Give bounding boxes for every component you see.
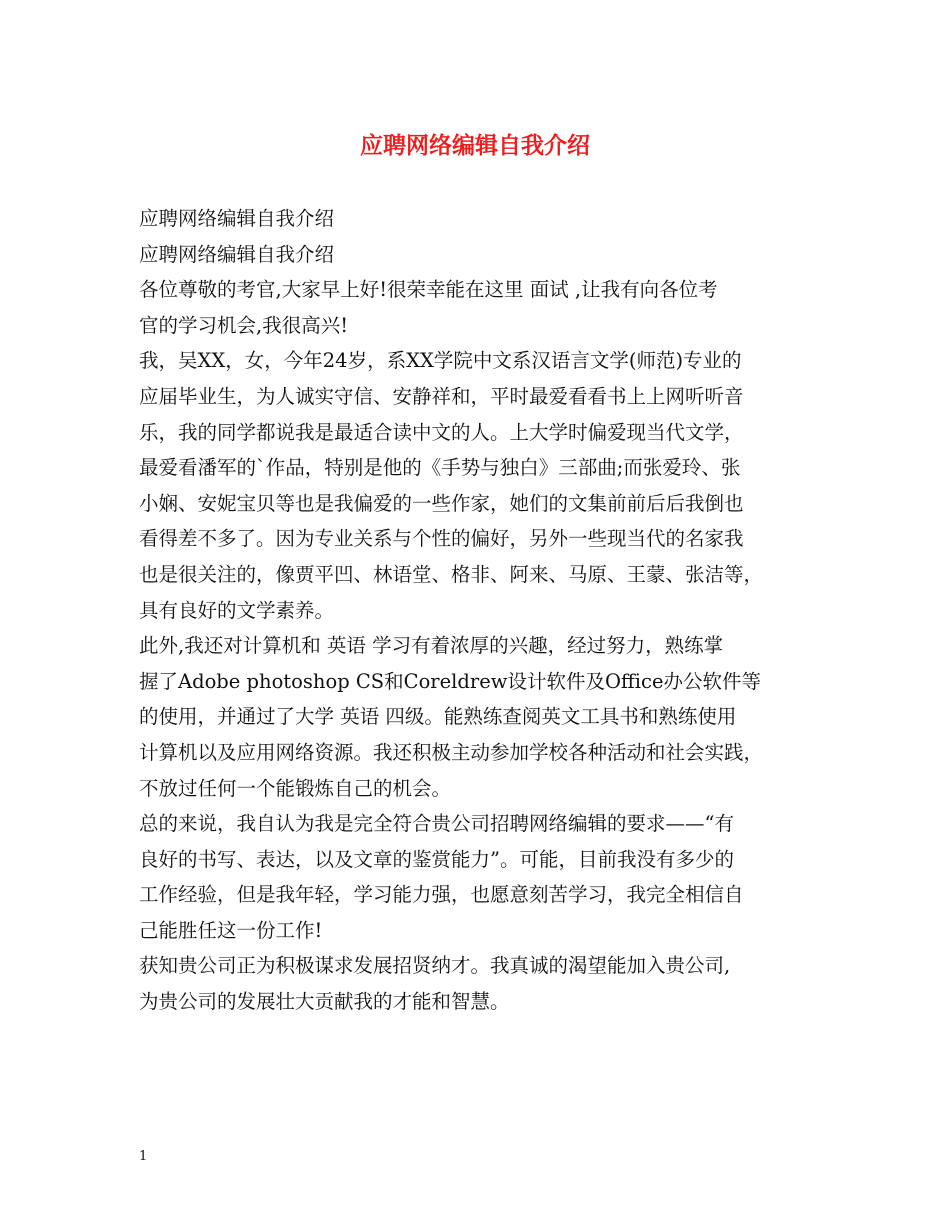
body-line: 看得差不多了。因为专业关系与个性的偏好，另外一些现当代的名家我 [139, 527, 744, 551]
body-line: 此外,我还对计算机和 英语 学习有着浓厚的兴趣，经过努力，熟练掌 [139, 634, 724, 658]
body-line: 具有良好的文学素养。 [139, 598, 335, 622]
body-line: 获知贵公司正为积极谋求发展招贤纳才。我真诚的渴望能加入贵公司, [139, 954, 731, 978]
body-line: 我，吴XX，女，今年24岁，系XX学院中文系汉语言文学(师范)专业的 [139, 349, 742, 373]
body-line: 计算机以及应用网络资源。我还积极主动参加学校各种活动和社会实践， [139, 740, 764, 764]
document-title: 应聘网络编辑自我介绍 [360, 132, 590, 159]
body-line: 应届毕业生，为人诚实守信、安静祥和，平时最爱看看书上上网听听音 [139, 384, 744, 408]
body-line: 乐，我的同学都说我是最适合读中文的人。上大学时偏爱现当代文学， [139, 420, 744, 444]
body-line: 各位尊敬的考官,大家早上好!很荣幸能在这里 面试 ,让我有向各位考 [139, 278, 718, 302]
body-line: 为贵公司的发展壮大贡献我的才能和智慧。 [139, 990, 510, 1014]
body-line: 最爱看潘军的`作品，特别是他的《手势与独白》三部曲;而张爱玲、张 [139, 456, 741, 480]
body-line: 官的学习机会,我很高兴! [139, 313, 349, 337]
body-line: 握了Adobe photoshop CS和Coreldrew设计软件及Office办公软件等 [139, 669, 761, 693]
body-line: 也是很关注的，像贾平凹、林语堂、格非、阿来、马原、王蒙、张洁等， [139, 562, 764, 586]
body-line: 应聘网络编辑自我介绍 [139, 242, 335, 266]
body-line: 良好的书写、表达，以及文章的鉴赏能力”。可能，目前我没有多少的 [139, 847, 734, 871]
page-number: 1 [139, 1149, 148, 1164]
document-body [139, 201, 829, 1020]
body-line: 总的来说，我自认为我是完全符合贵公司招聘网络编辑的要求——“有 [139, 812, 734, 836]
body-line: 的使用，并通过了大学 英语 四级。能熟练查阅英文工具书和熟练使用 [139, 705, 737, 729]
body-line: 应聘网络编辑自我介绍 [139, 207, 335, 230]
body-line: 小娴、安妮宝贝等也是我偏爱的一些作家，她们的文集前前后后我倒也 [139, 491, 744, 515]
body-line: 工作经验，但是我年轻，学习能力强，也愿意刻苦学习，我完全相信自 [139, 883, 744, 907]
body-line: 不放过任何一个能锻炼自己的机会。 [139, 776, 452, 800]
body-line: 己能胜任这一份工作! [139, 918, 323, 942]
